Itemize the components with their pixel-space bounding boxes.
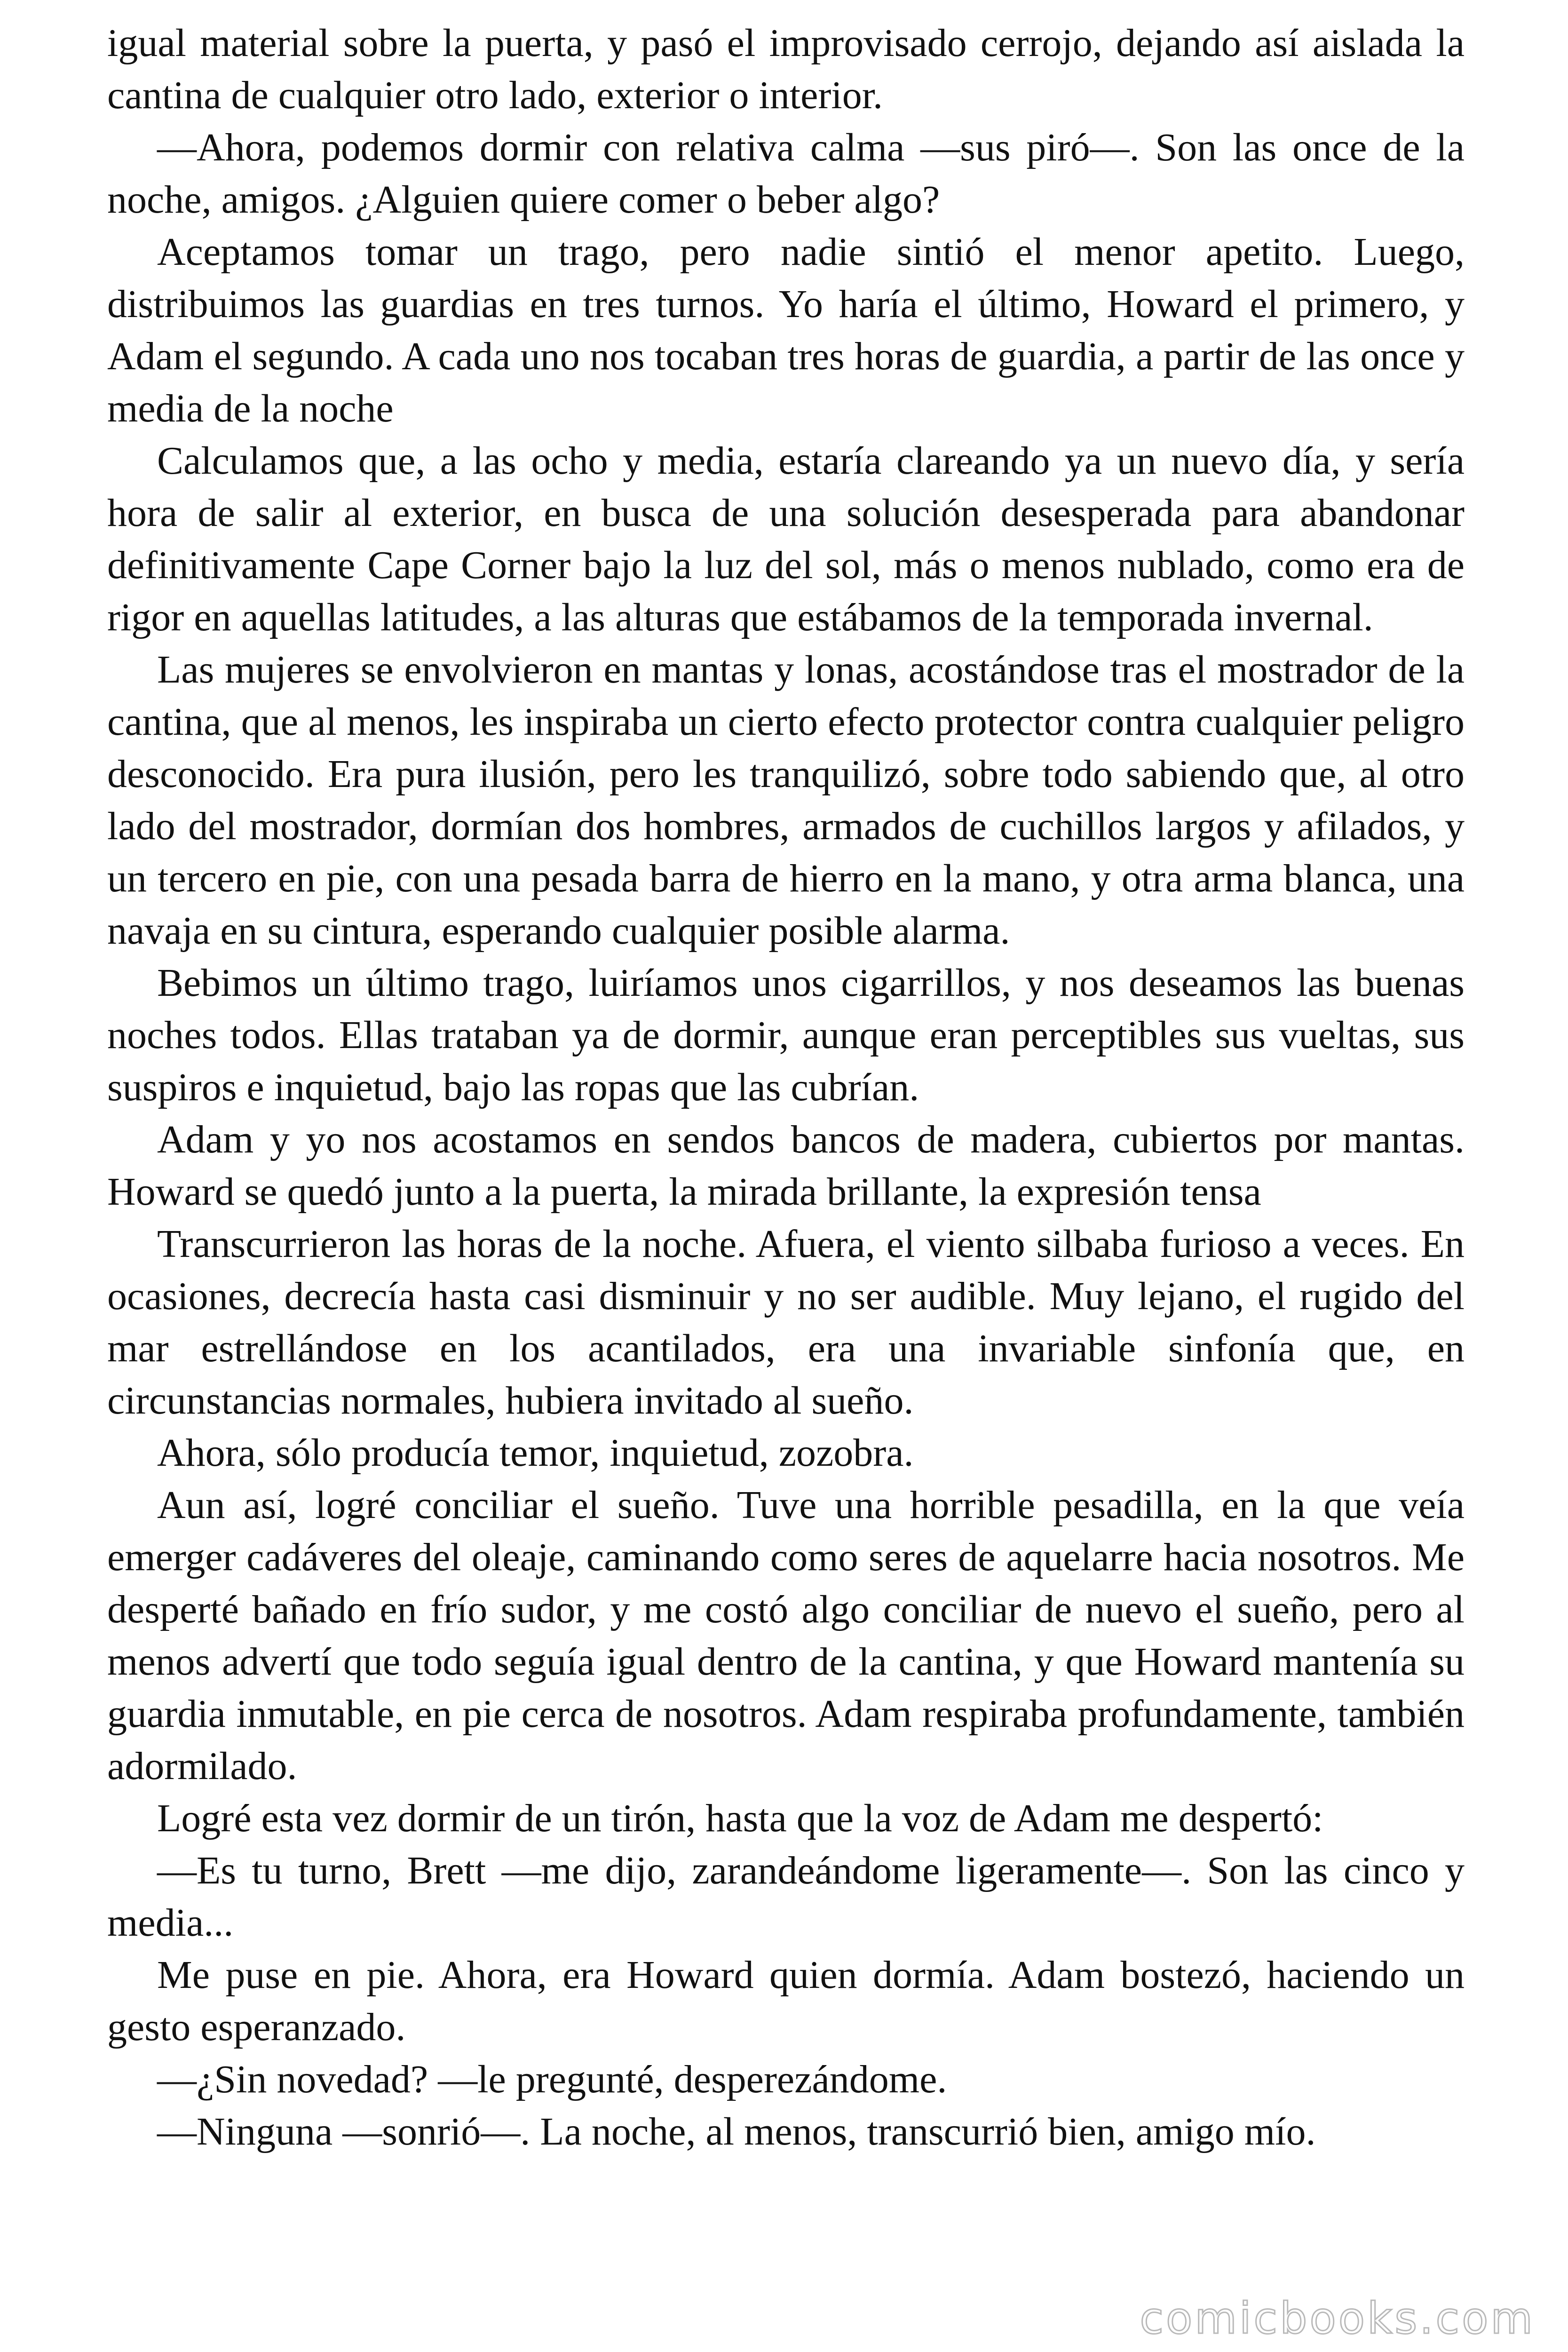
paragraph: Adam y yo nos acostamos en sendos bancos de madera, cubiertos por mantas. Howard se quedó junto a la puerta, la mirada brillante, la expresión tensa [107, 1118, 1465, 1214]
paragraph: Bebimos un último trago, luiríamos unos cigarrillos, y nos deseamos las buenas noches todos. Ellas trataban ya de dormir, aunque eran perceptibles sus vueltas, sus suspiros e inquietud, bajo las ropas que las cubrían. [107, 961, 1465, 1109]
paragraph: —Es tu turno, Brett —me dijo, zarandeándome ligeramente—. Son las cinco y media... [107, 1849, 1465, 1945]
watermark: comicbooks.com [1140, 2293, 1535, 2344]
paragraph: Aceptamos tomar un trago, pero nadie sintió el menor apetito. Luego, distribuimos las guardias en tres turnos. Yo haría el último, Howard el primero, y Adam el segundo. A cada uno nos tocaban tres horas de guardia, a partir de las once y media de la noche [107, 230, 1465, 430]
paragraph: Calculamos que, a las ocho y media, estaría clareando ya un nuevo día, y sería hora de salir al exterior, en busca de una solución desesperada para abandonar definitivamente Cape Corner bajo la luz del sol, más o menos nublado, como era de rigor en aquellas latitudes, a las alturas que estábamos de la temporada invernal. [107, 439, 1465, 639]
book-page-text [107, 17, 1465, 2158]
paragraph: Logré esta vez dormir de un tirón, hasta que la voz de Adam me despertó: [157, 1796, 1323, 1840]
paragraph: —¿Sin novedad? —le pregunté, desperezándome. [157, 2058, 947, 2101]
paragraph: —Ahora, podemos dormir con relativa calma —sus piró—. Son las once de la noche, amigos. ¿Alguien quiere comer o beber algo? [107, 126, 1465, 222]
paragraph: igual material sobre la puerta, y pasó el improvisado cerrojo, dejando así aislada la cantina de cualquier otro lado, exterior o interior. [107, 21, 1465, 117]
paragraph: Aun así, logré conciliar el sueño. Tuve una horrible pesadilla, en la que veía emerger cadáveres del oleaje, caminando como seres de aquelarre hacia nosotros. Me desperté bañado en frío sudor, y me costó algo conciliar de nuevo el sueño, pero al menos advertí que todo seguía igual dentro de la cantina, y que Howard mantenía su guardia inmutable, en pie cerca de nosotros. Adam respiraba profundamente, también adormilado. [107, 1483, 1465, 1788]
paragraph: —Ninguna —sonrió—. La noche, al menos, transcurrió bien, amigo mío. [157, 2110, 1316, 2153]
paragraph: Me puse en pie. Ahora, era Howard quien dormía. Adam bostezó, haciendo un gesto esperanzado. [107, 1953, 1465, 2049]
paragraph: Transcurrieron las horas de la noche. Afuera, el viento silbaba furioso a veces. En ocasiones, decrecía hasta casi disminuir y no ser audible. Muy lejano, el rugido del mar estrellándose en los acantilados, era una invariable sinfonía que, en circunstancias normales, hubiera invitado al sueño. [107, 1222, 1465, 1422]
paragraph: Las mujeres se envolvieron en mantas y lonas, acostándose tras el mostrador de la cantina, que al menos, les inspiraba un cierto efecto protector contra cualquier peligro desconocido. Era pura ilusión, pero les tranquilizó, sobre todo sabiendo que, al otro lado del mostrador, dormían dos hombres, armados de cuchillos largos y afilados, y un tercero en pie, con una pesada barra de hierro en la mano, y otra arma blanca, una navaja en su cintura, esperando cualquier posible alarma. [107, 648, 1465, 953]
paragraph: Ahora, sólo producía temor, inquietud, zozobra. [157, 1431, 914, 1475]
